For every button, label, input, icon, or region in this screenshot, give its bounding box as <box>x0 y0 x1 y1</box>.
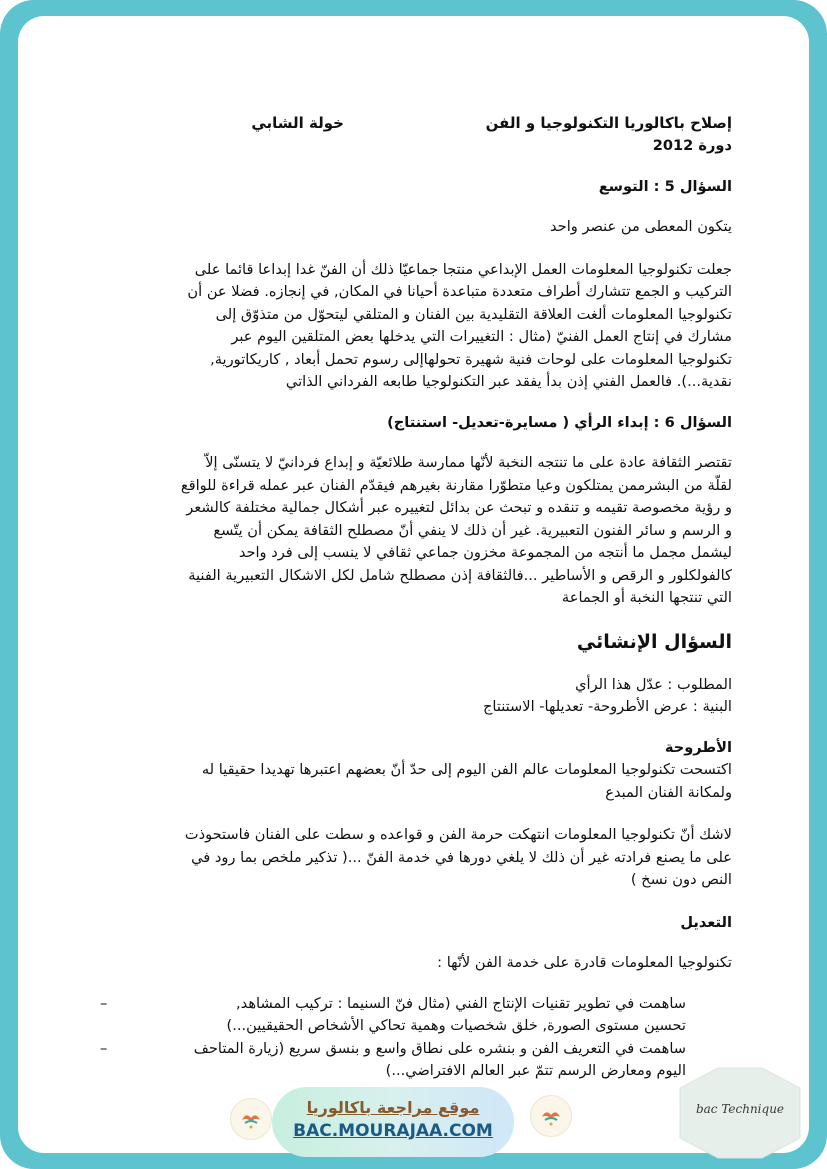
essay-structure: البنية : عرض الأطروحة- تعديلها- الاستنتاج <box>482 698 732 715</box>
session-year: دورة 2012 <box>652 137 732 154</box>
text-line: اليوم ومعارض الرسم تتمّ عبر العالم الافتراضي...) <box>385 1062 686 1079</box>
author-name: خولة الشابي <box>251 114 344 132</box>
site-url[interactable]: BAC.MOURAJAA.COM <box>293 1121 493 1141</box>
modification-heading: التعديل <box>680 913 732 931</box>
dash-bullet: – <box>100 994 108 1012</box>
header-row <box>100 112 732 135</box>
document-body <box>100 112 732 1083</box>
text-line: و الرسم و سائر الفنون التعبيرية. غير أن ذلك لا ينفي أنّ مصطلح الثقافة يمكن أن يتّسع <box>213 521 732 539</box>
bac-technique-stamp <box>678 1066 802 1160</box>
text-line: نقدية...). فالعمل الفني إذن بدأ يفقد عبر التكنولوجيا طابعه الفرداني الذاتي <box>285 373 732 390</box>
text-line: اكتسحت تكنولوجيا المعلومات عالم الفن اليوم إلى حدّ أنّ بعضهم اعتبرها تهديدا حقيقيا له <box>201 761 732 778</box>
document-title: إصلاح باكالوريا التكنولوجيا و الفن <box>485 114 732 132</box>
text-line: ساهمت في تطوير تقنيات الإنتاج الفني (مثال فنّ السنيما : تركيب المشاهد, <box>236 994 686 1012</box>
text-line: مشارك في إنتاج العمل الفنيّ (مثال : التغييرات التي يدخلها بعض المتلقين اليوم عبر <box>231 328 732 345</box>
list-item <box>100 993 732 1038</box>
modification-intro: تكنولوجيا المعلومات قادرة على خدمة الفن لأنّها : <box>437 954 732 971</box>
text-line: تكنولوجيا المعلومات على لوحات فنية شهيرة تحولهاإلى رسوم تحمل أبعاد , كاريكاتورية, <box>210 350 732 368</box>
text-line: تحسين مستوى الصورة, خلق شخصيات وهمية تحاكي الأشخاص الحقيقيين...) <box>226 1017 686 1034</box>
essay-required: المطلوب : عدّل هذا الرأي <box>575 675 732 693</box>
right-logo-icon <box>530 1095 572 1137</box>
text-line: كالفولكلور و الرقص و الأساطير ...فالثقافة إذن مصطلح شامل لكل الاشكال التعبيرية الفنية <box>188 566 732 584</box>
text-line: التركيب و الجمع تتشارك أطراف متعددة متباعدة أحيانا في المكان, في إنجازه. فضلا عن أن <box>187 283 732 300</box>
text-line: ساهمت في التعريف الفن و بنشره على نطاق واسع و بنسق سريع (زيارة المتاحف <box>193 1039 686 1057</box>
text-line: التي تنتجها النخبة أو الجماعة <box>561 589 732 606</box>
left-logo-icon <box>230 1098 272 1140</box>
text-line: لاشك أنّ تكنولوجيا المعلومات انتهكت حرمة الفن و قواعده و سطت على الفنان فاستحوذت <box>184 826 732 843</box>
list-item <box>100 1038 732 1083</box>
text-line: ولمكانة الفنان المبدع <box>605 783 732 801</box>
text-line: تقتصر الثقافة عادة على ما تنتجه النخبة لأنّها ممارسة طلائعيّة و إبداع فردانيّ لا يتسنّى إلاّ <box>205 454 732 471</box>
text-line: و رؤية مخصوصة تقيمه و تنقده و تبحث عن بدائل لتغييره عبر أشكال جمالية مختلفة كالشعر <box>186 499 732 516</box>
modification-list <box>100 993 732 1083</box>
site-name-arabic[interactable]: موقع مراجعة باكالوريا <box>306 1098 480 1117</box>
site-badge[interactable] <box>272 1087 514 1157</box>
text-line: ليشمل مجمل ما أنتجه من المجموعة مخزون جماعي ثقافي لا ينسب إلى فرد واحد <box>238 544 732 561</box>
text-line: لقلّة من البشرممن يمتلكون وعيا متطوّرا مقارنة بغيرهم فيقدّم الفنان عبر عمله قراءة للواقع <box>180 476 732 494</box>
q5-heading: السؤال 5 : التوسع <box>598 177 732 195</box>
text-line: على ما يصنع فرادته غير أن ذلك لا يلغي دورها في خدمة الفنّ ...( تذكير ملخص بما رود في <box>191 848 732 866</box>
q6-heading: السؤال 6 : إبداء الرأي ( مسايرة-تعديل- استنتاج) <box>387 413 732 431</box>
thesis-heading: الأطروحة <box>664 738 732 756</box>
stamp-text: bac Technique <box>695 1102 785 1116</box>
essay-heading: السؤال الإنشائي <box>576 630 732 653</box>
text-line: النص دون نسخ ) <box>630 871 732 888</box>
text-line: تكنولوجيا المعلومات ألغت العلاقة التقليدية بين الفنان و المتلقي ليتحوّل من متذوّق إلى <box>215 305 732 323</box>
text-line: جعلت تكنولوجيا المعلومات العمل الإبداعي منتجا جماعيّا ذلك أن الفنّ غدا إبداعا قائما على <box>194 260 732 278</box>
dash-bullet: – <box>100 1039 108 1057</box>
q5-intro: يتكون المعطى من عنصر واحد <box>550 218 732 235</box>
q6-paragraph <box>100 452 732 610</box>
q5-paragraph <box>100 259 732 394</box>
